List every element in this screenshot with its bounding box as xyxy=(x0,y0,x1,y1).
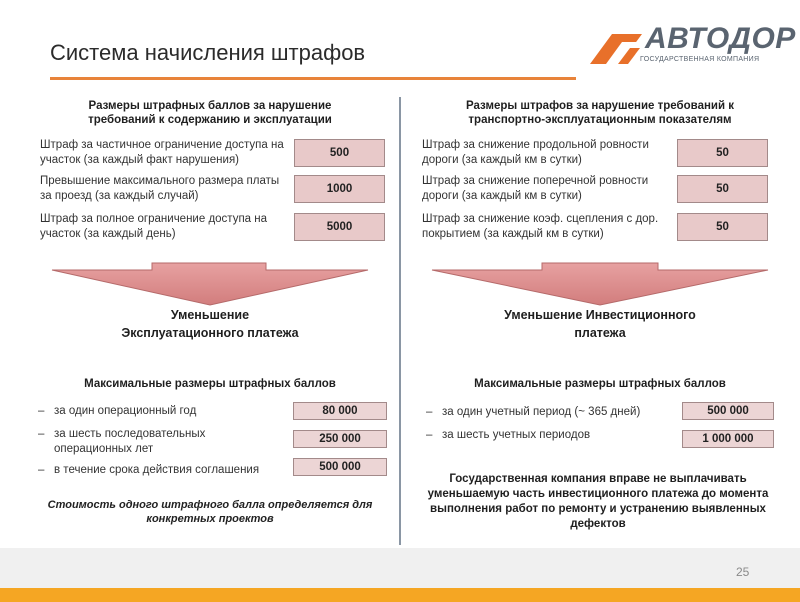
left-row-text: Превышение максимального размера платы за проезд (за каждый случай) xyxy=(40,175,280,202)
footer-accent-bar xyxy=(0,588,800,602)
left-row-value: 5000 xyxy=(294,213,385,241)
left-max-text: в течение срока действия соглашения xyxy=(54,464,260,476)
left-row-value: 500 xyxy=(294,139,385,167)
left-max-heading: Максимальные размеры штрафных баллов xyxy=(84,378,336,390)
column-divider xyxy=(399,97,401,545)
right-row-value: 50 xyxy=(677,213,768,241)
right-heading: Размеры штрафов за нарушение требований к транспортно-эксплуатационным показателям xyxy=(466,100,734,126)
right-row-text: Штраф за снижение поперечной ровности дороги (за каждый км в сутки) xyxy=(422,175,649,202)
title-underline xyxy=(50,77,576,80)
left-note: Стоимость одного штрафного балла определяется для конкретных проектов xyxy=(47,499,373,525)
right-note: Государственная компания вправе не выплачивать уменьшаемую часть инвестиционного платежа до момента выполнения работ по ремонту и устранению выявленных дефектов xyxy=(427,473,769,530)
left-max-bullet: – xyxy=(38,428,45,440)
right-result: Уменьшение Инвестиционного платежа xyxy=(504,308,696,340)
left-max-bullet: – xyxy=(38,464,45,476)
right-max-value: 1 000 000 xyxy=(682,430,774,448)
left-row-text: Штраф за частичное ограничение доступа на участок (за каждый факт нарушения) xyxy=(40,139,284,166)
right-down-arrow-icon xyxy=(430,262,770,306)
right-max-value: 500 000 xyxy=(682,402,774,420)
left-heading: Размеры штрафных баллов за нарушение требований к содержанию и эксплуатации xyxy=(88,100,332,126)
logo-subtitle: ГОСУДАРСТВЕННАЯ КОМПАНИЯ xyxy=(640,56,760,63)
left-row-text: Штраф за полное ограничение доступа на участок (за каждый день) xyxy=(40,213,268,240)
page-number: 25 xyxy=(736,565,750,579)
right-row-text: Штраф за снижение продольной ровности дороги (за каждый км в сутки) xyxy=(422,139,649,166)
left-max-value: 250 000 xyxy=(293,430,387,448)
left-down-arrow-icon xyxy=(50,262,370,306)
right-max-bullet: – xyxy=(426,429,433,441)
right-max-text: за один учетный период (~ 365 дней) xyxy=(442,406,641,418)
footer-band xyxy=(0,548,800,588)
left-row-value: 1000 xyxy=(294,175,385,203)
left-max-value: 80 000 xyxy=(293,402,387,420)
left-max-text: за шесть последовательных операционных лет xyxy=(54,428,206,455)
left-result: Уменьшение Эксплуатационного платежа xyxy=(121,308,299,340)
right-max-bullet: – xyxy=(426,406,433,418)
right-max-text: за шесть учетных периодов xyxy=(442,429,591,441)
logo-name: АВТОДОР xyxy=(645,22,796,55)
left-max-value: 500 000 xyxy=(293,458,387,476)
right-row-value: 50 xyxy=(677,175,768,203)
right-max-heading: Максимальные размеры штрафных баллов xyxy=(474,378,726,390)
left-max-bullet: – xyxy=(38,405,45,417)
right-row-value: 50 xyxy=(677,139,768,167)
slide-title: Система начисления штрафов xyxy=(50,40,366,65)
right-row-text: Штраф за снижение коэф. сцепления с дор. покрытием (за каждый км в сутки) xyxy=(422,213,659,240)
left-max-text: за один операционный год xyxy=(54,405,197,417)
